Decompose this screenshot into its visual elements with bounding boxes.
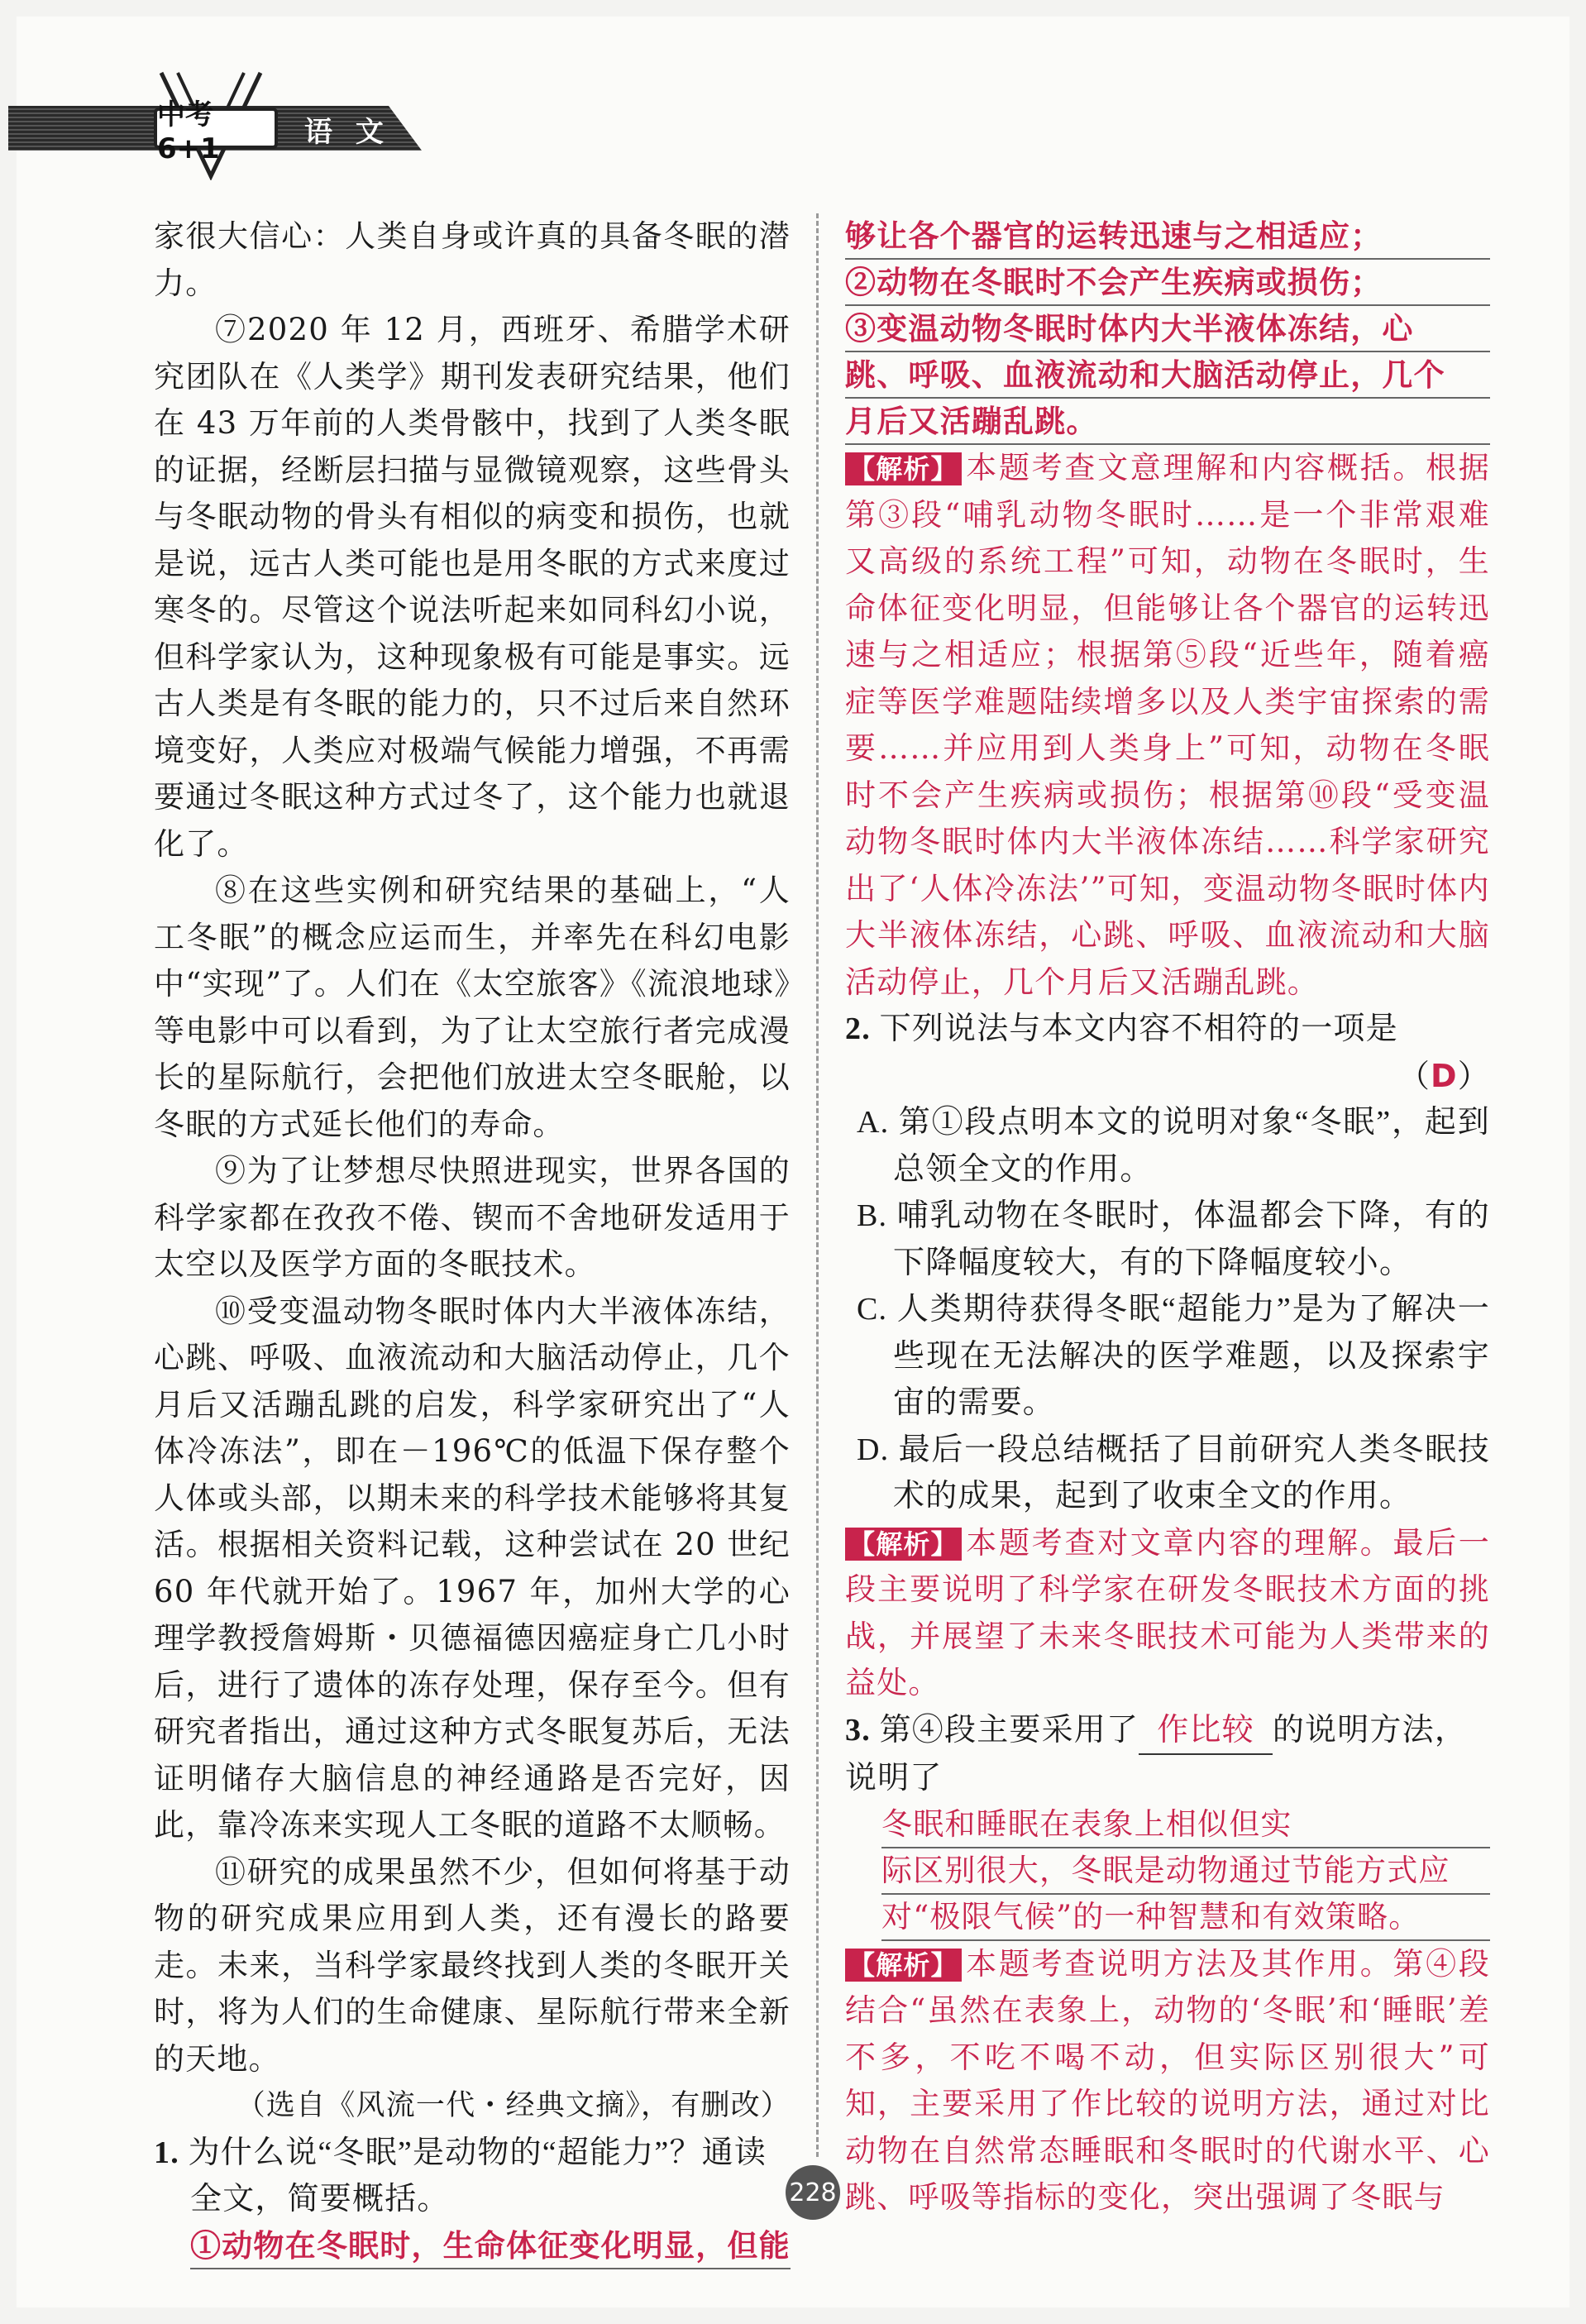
question-1 xyxy=(154,2130,791,2223)
column-divider xyxy=(816,213,819,2157)
paragraph-9: ⑨为了让梦想尽快照进现实，世界各国的科学家都在孜孜不倦、锲而不舍地研发适用于太空以及医学方面的冬眠技术。 xyxy=(154,1153,791,1282)
analysis-1 xyxy=(845,445,1490,1006)
answer-1-line: 月后又活蹦乱跳。 xyxy=(845,399,1490,445)
paragraph-8: ⑧在这些实例和研究结果的基础上，“人工冬眠”的概念应运而生，并率先在科幻电影中“实现”了。人们在《太空旅客》《流浪地球》等电影中可以看到，为了让太空旅行者完成漫长的星际航行，会把他们放进太空冬眠舱，以冬眠的方式延长他们的寿命。 xyxy=(154,873,791,1142)
analysis-3-text: 本题考查说明方法及其作用。第④段结合“虽然在表象上，动物的‘冬眠’和‘睡眠’差不多，不吃不喝不动，但实际区别很大”可知，主要采用了作比较的说明方法，通过对比动物在自然常态睡眠和冬眠时的代谢水平、心跳、呼吸等指标的变化，突出强调了冬眠与 xyxy=(845,1945,1490,2215)
paragraph-6-end: 家很大信心：人类自身或许真的具备冬眠的潜力。 xyxy=(154,218,791,301)
question-1-text: 为什么说“冬眠”是动物的“超能力”？通读全文，简要概括。 xyxy=(188,2135,767,2216)
answer-1-line: ③变温动物冬眠时体内大半液体冻结，心 xyxy=(845,306,1490,352)
analysis-tag: 【解析】 xyxy=(845,1528,962,1561)
option-c: C. 人类期待获得冬眠“超能力”是为了解决一些现在无法解决的医学难题，以及探索宇宙的需要。 xyxy=(857,1292,1490,1420)
question-3: 3. 第④段主要采用了 作比较 的说明方法，说明了 xyxy=(845,1707,1490,1802)
right-column xyxy=(845,213,1490,2221)
analysis-2-text: 本题考查对文章内容的理解。最后一段主要说明了科学家在研发冬眠技术方面的挑战，并展望了未来冬眠技术可能为人类带来的益处。 xyxy=(845,1524,1490,1700)
left-column xyxy=(154,213,791,2269)
analysis-tag: 【解析】 xyxy=(845,452,962,485)
paragraph-11: ⑪研究的成果虽然不少，但如何将基于动物的研究成果应用到人类，还有漫长的路要走。未来，当科学家最终找到人类的冬眠开关时，将为人们的生命健康、星际航行带来全新的天地。 xyxy=(154,1853,791,2077)
answer-3 xyxy=(845,1802,1490,1941)
answer-1-line: 跳、呼吸、血液流动和大脑活动停止，几个 xyxy=(845,352,1490,399)
analysis-1-text: 本题考查文意理解和内容概括。根据第③段“哺乳动物冬眠时……是一个非常艰难又高级的系统工程”可知，动物在冬眠时，生命体征变化明显，但能够让各个器官的运转迅速与之相适应；根据第⑤段“近些年，随着癌症等医学难题陆续增多以及人类宇宙探索的需要……并应用到人类身上”可知，动物在冬眠时不会产生疾病或损伤；根据第⑩段“受变温动物冬眠时体内大半液体冻结……科学家研究出了‘人体冷冻法’”可知，变温动物冬眠时体内大半液体冻结，心跳、呼吸、血液流动和大脑活动停止，几个月后又活蹦乱跳。 xyxy=(845,450,1490,1000)
option-b: B. 哺乳动物在冬眠时，体温都会下降，有的下降幅度较大，有的下降幅度较小。 xyxy=(857,1198,1490,1280)
question-1-number: 1. xyxy=(154,2135,179,2170)
question-2-number: 2. xyxy=(845,1011,871,1046)
answer-3-line: 冬眠和睡眠在表象上相似但实 xyxy=(881,1802,1490,1848)
question-2 xyxy=(845,1006,1490,1053)
question-3-blank-answer: 作比较 xyxy=(1139,1707,1273,1756)
paragraph-10: ⑩受变温动物冬眠时体内大半液体冻结，心跳、呼吸、血液流动和大脑活动停止，几个月后又活蹦乱跳的启发，科学家研究出了“人体冷冻法”，即在－196℃的低温下保存整个人体或头部，以期未来的科学技术能够将其复活。根据相关资料记载，这种尝试在 20 世纪 60 年代就开始了。1967 年，加州大学的心理学教授詹姆斯・贝德福德因癌症身亡几小时后，进行了遗体的冻存处理，保存至今。但有研究者指出，通过这种方式冬眠复苏后，无法证明储存大脑信息的神经通路是否完好，因此，靠冷冻来实现人工冬眠的道路不太顺畅。 xyxy=(154,1293,791,1843)
question-2-answer: D xyxy=(1431,1057,1458,1094)
option-a: A. 第①段点明本文的说明对象“冬眠”，起到总领全文的作用。 xyxy=(857,1105,1490,1187)
page-number: 228 xyxy=(786,2165,840,2220)
answer-1-line: 够让各个器官的运转迅速与之相适应； xyxy=(845,213,1490,260)
answer-1-line: ②动物在冬眠时不会产生疾病或损伤； xyxy=(845,260,1490,306)
answer-1-continued xyxy=(845,213,1490,445)
question-2-text: 下列说法与本文内容不相符的一项是 xyxy=(879,1011,1398,1046)
option-d: D. 最后一段总结概括了目前研究人类冬眠技术的成果，起到了收束全文的作用。 xyxy=(857,1432,1490,1513)
analysis-2 xyxy=(845,1520,1490,1707)
analysis-tag: 【解析】 xyxy=(845,1949,962,1982)
answer-3-line: 际区别很大，冬眠是动物通过节能方式应 xyxy=(881,1848,1490,1895)
brand-logo: 中考6+1 xyxy=(154,108,278,149)
subject-label: 语 文 xyxy=(304,116,390,149)
source-citation: （选自《风流一代・经典文摘》，有删改） xyxy=(236,2089,791,2122)
question-3-number: 3. xyxy=(845,1712,871,1748)
paragraph-7: ⑦2020 年 12 月，西班牙、希腊学术研究团队在《人类学》期刊发表研究结果，他们在 43 万年前的人类骨骸中，找到了人类冬眠的证据，经断层扫描与显微镜观察，这些骨头与冬眠动物的骨头有相似的病变和损伤，也就是说，远古人类可能也是用冬眠的方式来度过寒冬的。尽管这个说法听起来如同科幻小说，但科学家认为，这种现象极有可能是事实。远古人类是有冬眠的能力的，只不过后来自然环境变好，人类应对极端气候能力增强，不再需要通过冬眠这种方式过冬了，这个能力也就退化了。 xyxy=(154,312,791,862)
question-2-answer-bracket: （D） xyxy=(1397,1057,1490,1094)
analysis-3 xyxy=(845,1941,1490,2221)
answer-1-line-1: ①动物在冬眠时，生命体征变化明显，但能 xyxy=(190,2223,791,2269)
answer-3-line: 对“极限气候”的一种智慧和有效策略。 xyxy=(881,1895,1490,1941)
